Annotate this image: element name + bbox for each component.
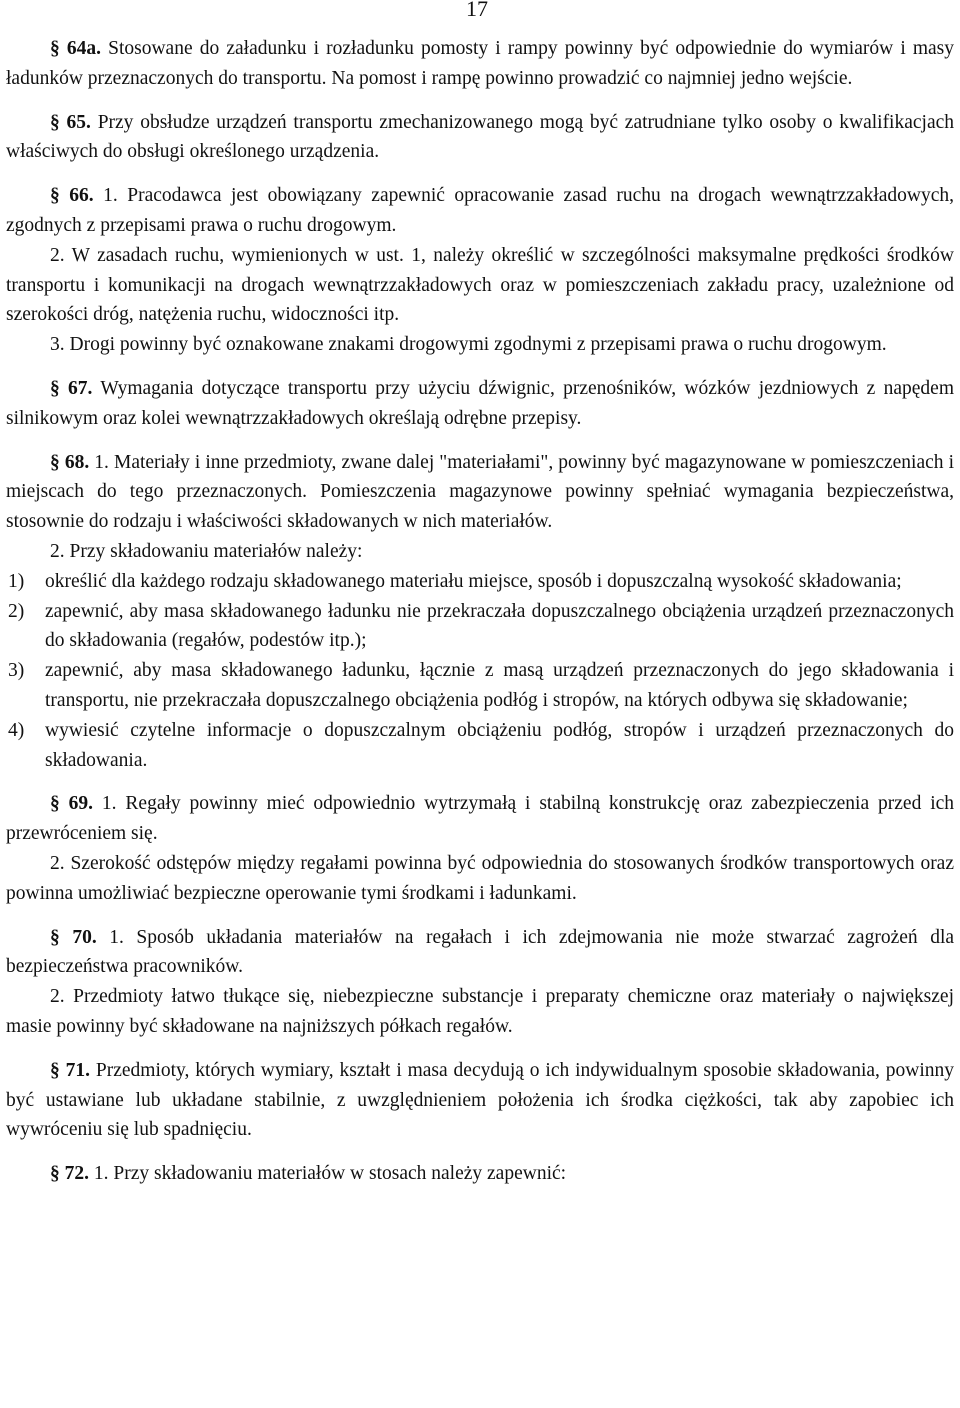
section-66 xyxy=(6,181,954,241)
list-item xyxy=(8,567,954,597)
list-item-number: 2) xyxy=(8,600,25,622)
section-text: Przy obsłudze urządzeń transportu zmechanizowanego mogą być zatrudniane tylko osoby o kwalifikacjach właściwych do obsługi określonego urządzenia. xyxy=(6,111,955,163)
section-67 xyxy=(6,374,954,434)
section-sign: § xyxy=(50,111,60,133)
paragraph-1: 1. Materiały i inne przedmioty, zwane dalej "materiałami", powinny być magazynowane w pomieszczeniach i miejscach do tego przeznaczonych. Pomieszczenia magazynowe powinny spełniać wymagania bezpieczeństwa, stosownie do rodzaju i właściwości składowanych w nich materiałów. xyxy=(6,451,955,533)
section-70-paragraph-2: 2. Przedmioty łatwo tłukące się, niebezpieczne substancje i preparaty chemiczne oraz materiały o największej masie powinny być składowane na najniższych półkach regałów. xyxy=(6,986,954,1037)
section-sign: § xyxy=(50,377,60,399)
paragraph-1: 1. Regały powinny mieć odpowiednio wytrzymałą i stabilną konstrukcję oraz zabezpieczenia przed ich przewróceniem się. xyxy=(6,793,955,845)
section-66-paragraph-2: 2. W zasadach ruchu, wymienionych w ust. 1, należy określić w szczególności maksymalne prędkości środków transportu i komunikacji na drogach wewnątrzzakładowych oraz w pomieszczeniach zakładu pracy, uzależnione od szerokości dróg, natężenia ruchu, widoczności itp. xyxy=(6,244,954,326)
section-64a xyxy=(6,34,954,94)
section-sign: § xyxy=(50,185,60,207)
page-number: 17 xyxy=(466,0,488,21)
section-sign: § xyxy=(50,926,60,948)
section-sign: § xyxy=(50,1059,60,1081)
list-item-text: zapewnić, aby masa składowanego ładunku, łącznie z masą urządzeń przeznaczonych do jego składowania i transportu, nie przekraczała dopuszczalnego obciążenia podłóg i stropów, na których odbywa się składowanie; xyxy=(45,660,954,711)
list-item xyxy=(8,716,954,776)
section-number: 66. xyxy=(69,185,94,207)
section-72 xyxy=(6,1159,954,1189)
list-item-text: określić dla każdego rodzaju składowanego materiału miejsce, sposób i dopuszczalną wysokość składowania; xyxy=(45,570,902,592)
section-69 xyxy=(6,789,954,849)
section-text: Przedmioty, których wymiary, kształt i masa decydują o ich indywidualnym sposobie składowania, powinny być ustawiane lub układane stabilnie, z uwzględnieniem położenia ich środka ciężkości, tak aby zapobiec ich wywróceniu się lub spadnięciu. xyxy=(6,1059,955,1141)
section-number: 71. xyxy=(65,1059,91,1081)
section-68-paragraph-2: 2. Przy składowaniu materiałów należy: xyxy=(50,540,363,562)
section-number: 68. xyxy=(64,451,90,473)
section-number: 65. xyxy=(66,111,91,133)
section-sign: § xyxy=(50,451,60,473)
section-65 xyxy=(6,108,954,168)
section-number: 64a. xyxy=(66,38,101,59)
section-number: 70. xyxy=(72,926,97,948)
paragraph-1: 1. Sposób układania materiałów na regałach i ich zdejmowania nie może stwarzać zagrożeń dla bezpieczeństwa pracowników. xyxy=(6,926,955,978)
list-item-number: 3) xyxy=(8,660,25,682)
list-item xyxy=(8,597,954,657)
section-sign: § xyxy=(50,793,60,815)
document-body xyxy=(6,34,954,1189)
section-66-paragraph-3: 3. Drogi powinny być oznakowane znakami drogowymi zgodnymi z przepisami prawa o ruchu drogowym. xyxy=(50,334,887,356)
paragraph-1: 1. Przy składowaniu materiałów w stosach należy zapewnić: xyxy=(93,1163,567,1185)
paragraph-1: 1. Pracodawca jest obowiązany zapewnić opracowanie zasad ruchu na drogach wewnątrzzakładowych, zgodnych z przepisami prawa o ruchu drogowym. xyxy=(6,185,955,236)
section-number: 67. xyxy=(68,377,93,399)
section-number: 69. xyxy=(68,793,94,815)
section-sign: § xyxy=(50,1163,60,1185)
list-item-number: 1) xyxy=(8,570,25,592)
storage-requirements-list xyxy=(8,567,954,776)
section-68 xyxy=(6,448,954,537)
section-sign: § xyxy=(50,38,60,59)
section-70 xyxy=(6,923,954,983)
section-number: 72. xyxy=(64,1163,89,1185)
section-text: Stosowane do załadunku i rozładunku pomosty i rampy powinny być odpowiednie do wymiarów i masy ładunków przeznaczonych do transportu. Na pomost i rampę powinno prowadzić co najmniej jedno wejście. xyxy=(6,38,955,89)
section-69-paragraph-2: 2. Szerokość odstępów między regałami powinna być odpowiednia do stosowanych środków transportowych oraz powinna umożliwiać bezpieczne operowanie tymi środkami i ładunkami. xyxy=(6,852,954,904)
list-item xyxy=(8,656,954,716)
list-item-text: wywiesić czytelne informacje o dopuszczalnym obciążeniu podłóg, stropów i urządzeń przeznaczonych do składowania. xyxy=(45,719,954,771)
section-text: Wymagania dotyczące transportu przy użyciu dźwignic, przenośników, wózków jezdniowych z napędem silnikowym oraz kolei wewnątrzzakładowych określają odrębne przepisy. xyxy=(6,377,955,429)
section-71 xyxy=(6,1056,954,1145)
list-item-text: zapewnić, aby masa składowanego ładunku nie przekraczała dopuszczalnego obciążenia urządzeń przeznaczonych do składowania (regałów, podestów itp.); xyxy=(45,600,954,652)
list-item-number: 4) xyxy=(8,719,25,741)
